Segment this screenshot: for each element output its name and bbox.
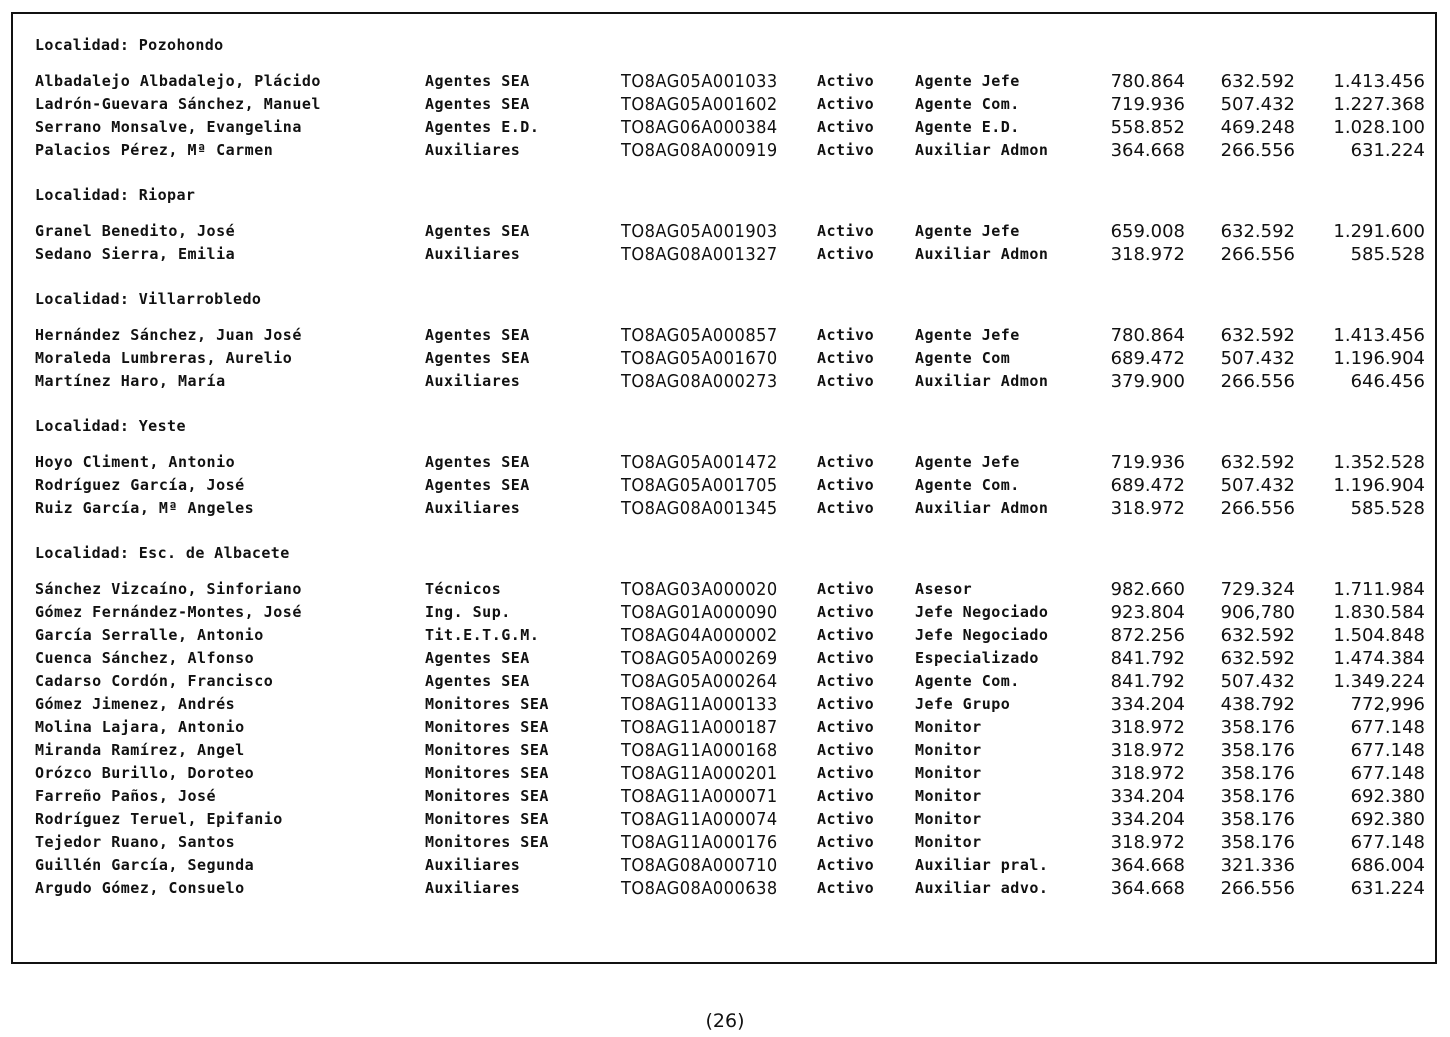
position: Agente Jefe (915, 72, 1020, 90)
amount-2: 358.176 (1220, 717, 1295, 738)
category: Monitores SEA (425, 741, 549, 759)
status: Activo (817, 833, 875, 851)
category: Agentes SEA (425, 672, 530, 690)
locality-heading: Localidad: Pozohondo (35, 36, 224, 54)
employee-name: Moraleda Lumbreras, Aurelio (35, 349, 293, 367)
amount-1: 334.204 (1110, 694, 1185, 715)
table-row (35, 877, 1425, 900)
amount-1: 364.668 (1110, 855, 1185, 876)
employee-name: Martínez Haro, María (35, 372, 226, 390)
amount-2: 358.176 (1220, 786, 1295, 807)
amount-1: 719.936 (1110, 94, 1185, 115)
position: Auxiliar Admon (915, 499, 1049, 517)
category: Agentes SEA (425, 326, 530, 344)
amount-1: 659.008 (1110, 221, 1185, 242)
status: Activo (817, 764, 875, 782)
amount-2: 507.432 (1220, 348, 1295, 369)
category: Agentes SEA (425, 222, 530, 240)
category: Monitores SEA (425, 718, 549, 736)
post-code: TO8AG11A000176 (621, 832, 778, 853)
position: Agente Com. (915, 95, 1020, 113)
amount-1: 318.972 (1110, 498, 1185, 519)
amount-1: 780.864 (1110, 325, 1185, 346)
amount-2: 632.592 (1220, 71, 1295, 92)
position: Monitor (915, 787, 982, 805)
amount-2: 266.556 (1220, 878, 1295, 899)
position: Jefe Negociado (915, 626, 1049, 644)
position: Jefe Grupo (915, 695, 1011, 713)
amount-2: 632.592 (1220, 452, 1295, 473)
employee-name: Serrano Monsalve, Evangelina (35, 118, 302, 136)
amount-2: 358.176 (1220, 809, 1295, 830)
status: Activo (817, 649, 875, 667)
locality-heading: Localidad: Yeste (35, 417, 186, 435)
employee-name: Granel Benedito, José (35, 222, 236, 240)
position: Monitor (915, 764, 982, 782)
amount-total: 585.528 (1350, 244, 1425, 265)
amount-1: 318.972 (1110, 740, 1185, 761)
amount-total: 631.224 (1350, 878, 1425, 899)
post-code: TO8AG04A000002 (621, 625, 778, 646)
position: Agente Jefe (915, 453, 1020, 471)
amount-total: 1.504.848 (1333, 625, 1425, 646)
status: Activo (817, 245, 875, 263)
position: Auxiliar Admon (915, 372, 1049, 390)
position: Monitor (915, 810, 982, 828)
post-code: TO8AG03A000020 (621, 579, 778, 600)
category: Auxiliares (425, 372, 521, 390)
table-row (35, 647, 1425, 670)
amount-1: 841.792 (1110, 648, 1185, 669)
status: Activo (817, 672, 875, 690)
table-row (35, 451, 1425, 474)
post-code: TO8AG11A000074 (621, 809, 778, 830)
amount-1: 334.204 (1110, 809, 1185, 830)
position: Agente Com (915, 349, 1011, 367)
category: Monitores SEA (425, 833, 549, 851)
table-row (35, 670, 1425, 693)
amount-1: 334.204 (1110, 786, 1185, 807)
amount-total: 677.148 (1350, 740, 1425, 761)
amount-total: 1.291.600 (1333, 221, 1425, 242)
table-row (35, 693, 1425, 716)
category: Ing. Sup. (425, 603, 511, 621)
employee-name: García Serralle, Antonio (35, 626, 264, 644)
position: Auxiliar Admon (915, 141, 1049, 159)
amount-1: 872.256 (1110, 625, 1185, 646)
amount-2: 358.176 (1220, 740, 1295, 761)
amount-total: 1.352.528 (1333, 452, 1425, 473)
amount-total: 1.196.904 (1333, 475, 1425, 496)
status: Activo (817, 810, 875, 828)
amount-2: 632.592 (1220, 325, 1295, 346)
post-code: TO8AG11A000168 (621, 740, 778, 761)
employee-name: Farreño Paños, José (35, 787, 217, 805)
status: Activo (817, 856, 875, 874)
post-code: TO8AG01A000090 (621, 602, 778, 623)
status: Activo (817, 626, 875, 644)
table-row (35, 716, 1425, 739)
employee-name: Hernández Sánchez, Juan José (35, 326, 302, 344)
employee-name: Argudo Gómez, Consuelo (35, 879, 245, 897)
amount-2: 632.592 (1220, 648, 1295, 669)
post-code: TO8AG08A000919 (621, 140, 778, 161)
amount-1: 841.792 (1110, 671, 1185, 692)
table-row (35, 347, 1425, 370)
amount-total: 1.830.584 (1333, 602, 1425, 623)
category: Auxiliares (425, 141, 521, 159)
table-frame (11, 12, 1437, 964)
amount-2: 507.432 (1220, 94, 1295, 115)
position: Monitor (915, 741, 982, 759)
amount-2: 729.324 (1220, 579, 1295, 600)
table-row (35, 324, 1425, 347)
status: Activo (817, 603, 875, 621)
amount-2: 358.176 (1220, 763, 1295, 784)
employee-name: Ladrón-Guevara Sánchez, Manuel (35, 95, 321, 113)
locality-rows (35, 220, 1425, 266)
table-row (35, 497, 1425, 520)
amount-total: 677.148 (1350, 717, 1425, 738)
table-row (35, 624, 1425, 647)
locality-rows (35, 70, 1425, 162)
post-code: TO8AG05A000857 (621, 325, 778, 346)
amount-2: 266.556 (1220, 244, 1295, 265)
post-code: TO8AG11A000133 (621, 694, 778, 715)
category: Agentes SEA (425, 95, 530, 113)
post-code: TO8AG05A001670 (621, 348, 778, 369)
locality-rows (35, 451, 1425, 520)
table-row (35, 601, 1425, 624)
position: Especializado (915, 649, 1039, 667)
amount-1: 689.472 (1110, 475, 1185, 496)
amount-2: 266.556 (1220, 371, 1295, 392)
employee-name: Albadalejo Albadalejo, Plácido (35, 72, 321, 90)
status: Activo (817, 718, 875, 736)
amount-total: 692.380 (1350, 809, 1425, 830)
amount-1: 379.900 (1110, 371, 1185, 392)
table-row (35, 831, 1425, 854)
amount-1: 318.972 (1110, 717, 1185, 738)
employee-name: Gómez Jimenez, Andrés (35, 695, 236, 713)
amount-total: 1.413.456 (1333, 325, 1425, 346)
amount-total: 1.349.224 (1333, 671, 1425, 692)
status: Activo (817, 499, 875, 517)
position: Agente Jefe (915, 326, 1020, 344)
table-row (35, 739, 1425, 762)
post-code: TO8AG06A000384 (621, 117, 778, 138)
post-code: TO8AG05A001705 (621, 475, 778, 496)
post-code: TO8AG11A000201 (621, 763, 778, 784)
post-code: TO8AG11A000071 (621, 786, 778, 807)
category: Auxiliares (425, 879, 521, 897)
amount-1: 689.472 (1110, 348, 1185, 369)
table-row (35, 854, 1425, 877)
status: Activo (817, 95, 875, 113)
category: Agentes SEA (425, 649, 530, 667)
post-code: TO8AG05A001903 (621, 221, 778, 242)
amount-total: 692.380 (1350, 786, 1425, 807)
status: Activo (817, 453, 875, 471)
amount-1: 318.972 (1110, 244, 1185, 265)
position: Agente E.D. (915, 118, 1020, 136)
status: Activo (817, 118, 875, 136)
amount-total: 631.224 (1350, 140, 1425, 161)
status: Activo (817, 879, 875, 897)
position: Agente Com. (915, 672, 1020, 690)
category: Técnicos (425, 580, 502, 598)
amount-1: 923.804 (1110, 602, 1185, 623)
status: Activo (817, 141, 875, 159)
table-row (35, 808, 1425, 831)
locality-rows (35, 324, 1425, 393)
amount-total: 772,996 (1350, 694, 1425, 715)
page-number: (26) (705, 1010, 745, 1032)
employee-name: Tejedor Ruano, Santos (35, 833, 236, 851)
category: Agentes SEA (425, 72, 530, 90)
employee-name: Gómez Fernández-Montes, José (35, 603, 302, 621)
category: Agentes SEA (425, 476, 530, 494)
position: Auxiliar advo. (915, 879, 1049, 897)
category: Agentes SEA (425, 349, 530, 367)
post-code: TO8AG08A001327 (621, 244, 778, 265)
personnel-list (35, 34, 1425, 900)
amount-2: 321.336 (1220, 855, 1295, 876)
position: Monitor (915, 718, 982, 736)
category: Monitores SEA (425, 764, 549, 782)
category: Tit.E.T.G.M. (425, 626, 540, 644)
amount-total: 677.148 (1350, 832, 1425, 853)
amount-1: 982.660 (1110, 579, 1185, 600)
category: Auxiliares (425, 499, 521, 517)
table-row (35, 243, 1425, 266)
post-code: TO8AG05A001602 (621, 94, 778, 115)
status: Activo (817, 222, 875, 240)
position: Monitor (915, 833, 982, 851)
employee-name: Sánchez Vizcaíno, Sinforiano (35, 580, 302, 598)
status: Activo (817, 787, 875, 805)
position: Agente Com. (915, 476, 1020, 494)
employee-name: Cuenca Sánchez, Alfonso (35, 649, 255, 667)
amount-1: 364.668 (1110, 140, 1185, 161)
table-row (35, 785, 1425, 808)
table-row (35, 220, 1425, 243)
amount-total: 585.528 (1350, 498, 1425, 519)
table-row (35, 578, 1425, 601)
amount-total: 1.711.984 (1333, 579, 1425, 600)
status: Activo (817, 580, 875, 598)
amount-total: 1.413.456 (1333, 71, 1425, 92)
status: Activo (817, 741, 875, 759)
table-row (35, 93, 1425, 116)
category: Agentes E.D. (425, 118, 540, 136)
status: Activo (817, 476, 875, 494)
status: Activo (817, 326, 875, 344)
amount-1: 318.972 (1110, 832, 1185, 853)
employee-name: Molina Lajara, Antonio (35, 718, 245, 736)
amount-2: 266.556 (1220, 140, 1295, 161)
table-row (35, 474, 1425, 497)
employee-name: Cadarso Cordón, Francisco (35, 672, 274, 690)
locality-rows (35, 578, 1425, 900)
amount-1: 719.936 (1110, 452, 1185, 473)
employee-name: Orózco Burillo, Doroteo (35, 764, 255, 782)
category: Auxiliares (425, 245, 521, 263)
employee-name: Ruiz García, Mª Angeles (35, 499, 255, 517)
table-row (35, 70, 1425, 93)
table-row (35, 762, 1425, 785)
amount-2: 632.592 (1220, 221, 1295, 242)
amount-2: 507.432 (1220, 671, 1295, 692)
amount-total: 677.148 (1350, 763, 1425, 784)
amount-1: 318.972 (1110, 763, 1185, 784)
amount-2: 266.556 (1220, 498, 1295, 519)
position: Jefe Negociado (915, 603, 1049, 621)
post-code: TO8AG08A000710 (621, 855, 778, 876)
employee-name: Rodríguez García, José (35, 476, 245, 494)
category: Monitores SEA (425, 695, 549, 713)
amount-2: 507.432 (1220, 475, 1295, 496)
amount-1: 780.864 (1110, 71, 1185, 92)
amount-2: 358.176 (1220, 832, 1295, 853)
category: Monitores SEA (425, 810, 549, 828)
status: Activo (817, 372, 875, 390)
post-code: TO8AG05A001033 (621, 71, 778, 92)
amount-total: 646.456 (1350, 371, 1425, 392)
post-code: TO8AG05A000264 (621, 671, 778, 692)
position: Asesor (915, 580, 973, 598)
amount-total: 1.474.384 (1333, 648, 1425, 669)
employee-name: Miranda Ramírez, Angel (35, 741, 245, 759)
category: Agentes SEA (425, 453, 530, 471)
amount-2: 632.592 (1220, 625, 1295, 646)
post-code: TO8AG11A000187 (621, 717, 778, 738)
table-row (35, 116, 1425, 139)
category: Auxiliares (425, 856, 521, 874)
locality-heading: Localidad: Villarrobledo (35, 290, 262, 308)
post-code: TO8AG08A000638 (621, 878, 778, 899)
post-code: TO8AG05A001472 (621, 452, 778, 473)
locality-heading: Localidad: Esc. de Albacete (35, 544, 290, 562)
amount-total: 1.227.368 (1333, 94, 1425, 115)
employee-name: Palacios Pérez, Mª Carmen (35, 141, 274, 159)
amount-2: 906,780 (1220, 602, 1295, 623)
status: Activo (817, 695, 875, 713)
locality-heading: Localidad: Riopar (35, 186, 196, 204)
amount-2: 469.248 (1220, 117, 1295, 138)
employee-name: Guillén García, Segunda (35, 856, 255, 874)
position: Auxiliar pral. (915, 856, 1049, 874)
table-row (35, 139, 1425, 162)
amount-2: 438.792 (1220, 694, 1295, 715)
post-code: TO8AG08A001345 (621, 498, 778, 519)
table-row (35, 370, 1425, 393)
amount-total: 686.004 (1350, 855, 1425, 876)
post-code: TO8AG05A000269 (621, 648, 778, 669)
post-code: TO8AG08A000273 (621, 371, 778, 392)
amount-1: 364.668 (1110, 878, 1185, 899)
status: Activo (817, 349, 875, 367)
status: Activo (817, 72, 875, 90)
employee-name: Hoyo Climent, Antonio (35, 453, 236, 471)
position: Agente Jefe (915, 222, 1020, 240)
employee-name: Rodríguez Teruel, Epifanio (35, 810, 283, 828)
amount-1: 558.852 (1110, 117, 1185, 138)
category: Monitores SEA (425, 787, 549, 805)
amount-total: 1.196.904 (1333, 348, 1425, 369)
employee-name: Sedano Sierra, Emilia (35, 245, 236, 263)
position: Auxiliar Admon (915, 245, 1049, 263)
amount-total: 1.028.100 (1333, 117, 1425, 138)
